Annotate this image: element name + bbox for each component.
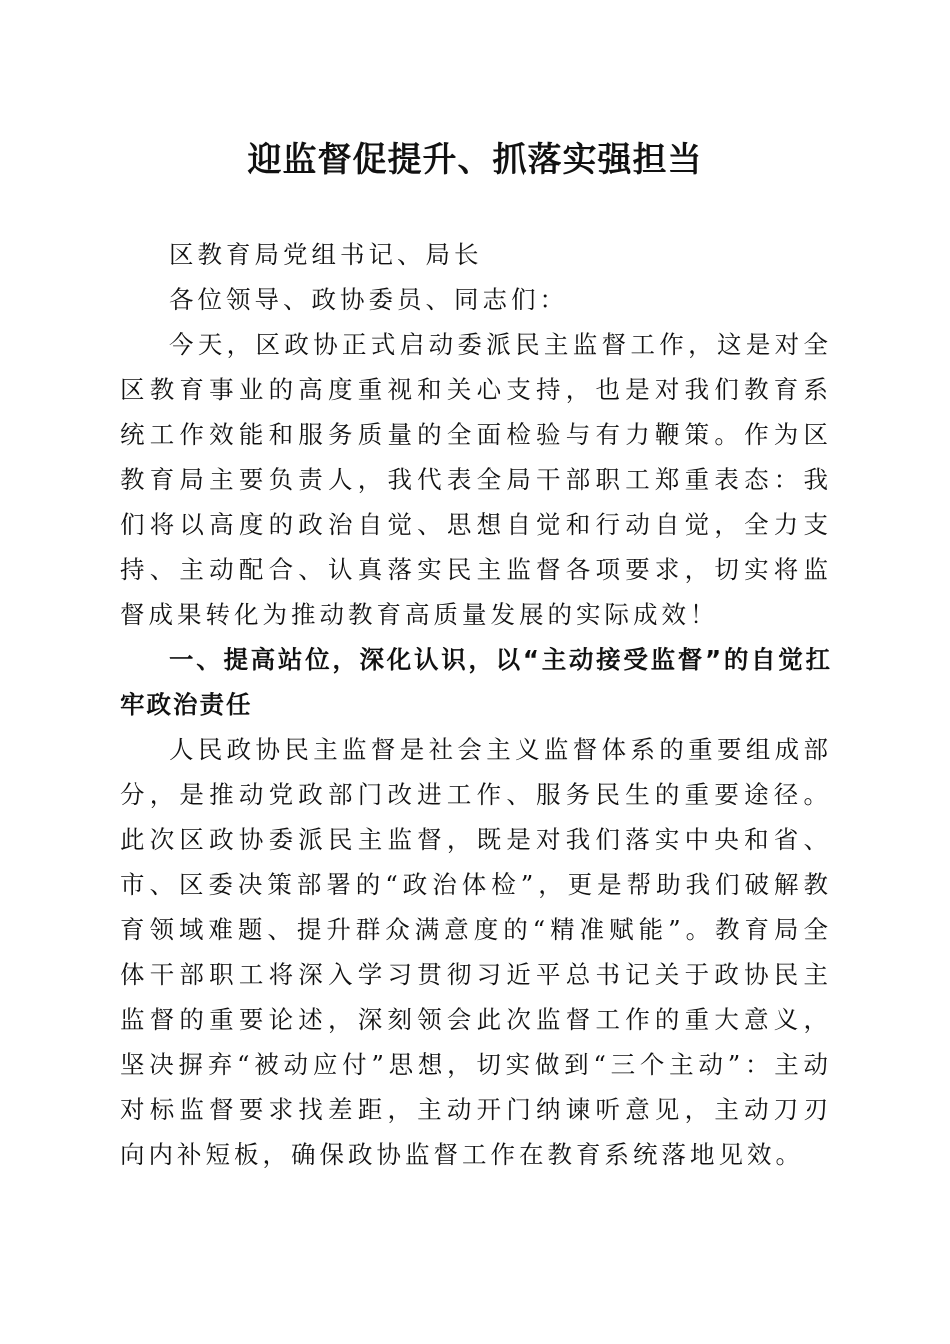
author-line: 区教育局党组书记、局长 xyxy=(169,240,483,269)
intro-paragraph: 今天，区政协正式启动委派民主监督工作，这是对全区教育事业的高度重视和关心支持，也是对我们教育系统工作效能和服务质量的全面检验与有力鞭策。作为区教育局主要负责人，我代表全局干部职工郑重表态：我们将以高度的政治自觉、思想自觉和行动自觉，全力支持、主动配合、认真落实民主监督各项要求，切实将监督成果转化为推动教育高质量发展的实际成效！ xyxy=(120,330,832,629)
document-title: 迎监督促提升、抓落实强担当 xyxy=(247,140,703,180)
section-paragraph-1: 人民政协民主监督是社会主义监督体系的重要组成部分，是推动党政部门改进工作、服务民生的重要途径。此次区政协委派民主监督，既是对我们落实中央和省、市、区委决策部署的“政治体检”，更是帮助我们破解教育领域难题、提升群众满意度的“精准赋能”。教育局全体干部职工将深入学习贯彻习近平总书记关于政协民主监督的重要论述，深刻领会此次监督工作的重大意义，坚决摒弃“被动应付”思想，切实做到“三个主动”：主动对标监督要求找差距，主动开门纳谏听意见，主动刀刃向内补短板，确保政协监督工作在教育系统落地见效。 xyxy=(120,735,832,1169)
document-body xyxy=(120,232,832,1177)
section-heading-1: 一、提高站位，深化认识，以“主动接受监督”的自觉扛牢政治责任 xyxy=(120,645,832,719)
salutation: 各位领导、政协委员、同志们： xyxy=(169,285,568,314)
